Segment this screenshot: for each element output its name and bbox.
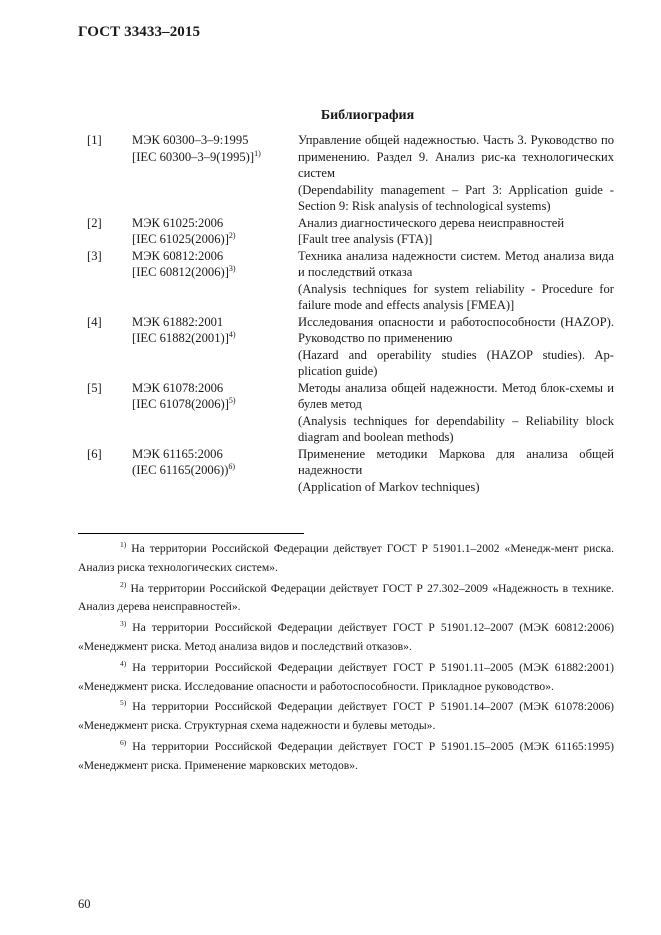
entry-title [298, 314, 618, 380]
title-english: (Dependability management – Part 3: Application guide - Section 9: Risk analysis of technological systems) [298, 182, 614, 213]
footnotes [78, 540, 614, 778]
entry-number: [1] [87, 133, 102, 147]
footnote-marker: 6) [120, 738, 127, 748]
footnote-marker: 5) [120, 698, 127, 708]
standard-code-intl: (IEC 61165(2006)) [132, 463, 229, 477]
standard-code: МЭК 61025:2006 [132, 215, 224, 230]
standard-code-intl: [IEC 60812(2006)] [132, 265, 229, 279]
footnote [78, 540, 614, 578]
title-english: (Analysis techniques for system reliability - Procedure for failure mode and effects analysis [FMEA)] [298, 281, 614, 312]
footnote-separator [78, 533, 304, 534]
entry-number: [2] [87, 215, 102, 230]
footnote-text: На территории Российской Федерации действует ГОСТ Р 27.302–2009 «Надежность в технике. Анализ дерева неисправностей». [78, 581, 614, 614]
bibliography-table [78, 132, 618, 495]
standard-code-intl: [IEC 60300–3–9(1995)] [132, 149, 255, 164]
entry-number: [4] [87, 314, 102, 329]
footnote [78, 659, 614, 697]
footnote [78, 580, 614, 618]
page-number: 60 [78, 897, 91, 911]
entry-number: [5] [87, 380, 102, 395]
footnote-marker: 2) [120, 579, 127, 589]
standard-code: МЭК 60812:2006 [132, 248, 224, 263]
entry-standard [132, 248, 298, 314]
entry-standard [132, 380, 298, 446]
standard-code-intl: [IEC 61882(2001)] [132, 331, 229, 345]
entry-title [298, 215, 618, 248]
entry-number: [6] [87, 446, 102, 461]
document-header: ГОСТ 33433–2015 [78, 24, 201, 40]
footnote-marker: 3) [120, 619, 127, 629]
title-english: [Fault tree analysis (FTA)] [298, 232, 433, 246]
footnote-text: На территории Российской Федерации действует ГОСТ Р 51901.15–2005 (МЭК 61165:1995) «Менеджмент риска. Применение марковских методов». [78, 739, 614, 772]
footnote-marker: 1) [120, 540, 127, 550]
footnote-marker: 4) [228, 329, 236, 339]
title-english: (Application of Markov techniques) [298, 479, 480, 494]
entry-number: [3] [87, 248, 102, 263]
standard-code: МЭК 61882:2001 [132, 314, 224, 329]
footnote-marker: 1) [254, 148, 261, 158]
standard-code: МЭК 61165:2006 [132, 446, 223, 461]
title-russian: Применение методики Маркова для анализа общей надежности [298, 446, 614, 477]
footnote-marker: 4) [120, 658, 127, 668]
footnote-text: На территории Российской Федерации действует ГОСТ Р 51901.1–2002 «Менедж-мент риска. Анализ риска технологических систем». [78, 542, 614, 574]
entry-title [298, 446, 618, 496]
entry-title [298, 132, 618, 215]
bibliography-entry [78, 380, 618, 446]
title-russian: Исследования опасности и работоспособности (HAZOP). Руководство по применению [298, 314, 614, 345]
title-russian: Управление общей надежностью. Часть 3. Руководство по применению. Раздел 9. Анализ рис-ка технологических систем [298, 133, 614, 180]
entry-standard [132, 446, 298, 496]
standard-code-intl: [IEC 61025(2006)] [132, 232, 229, 246]
title-english: (Analysis techniques for dependability – Reliability block diagram and boolean methods) [298, 413, 614, 444]
bibliography-entry [78, 132, 618, 215]
standard-code: МЭК 61078:2006 [132, 380, 224, 395]
bibliography-entry [78, 446, 618, 496]
footnote [78, 738, 614, 776]
standard-code-intl: [IEC 61078(2006)] [132, 397, 229, 411]
footnote-marker: 5) [228, 395, 236, 405]
entry-title [298, 248, 618, 314]
title-russian: Методы анализа общей надежности. Метод блок-схемы и булев метод [298, 380, 614, 411]
standard-code: МЭК 60300–3–9:1995 [132, 133, 249, 147]
footnote [78, 698, 614, 736]
footnote-text: На территории Российской Федерации действует ГОСТ Р 51901.11–2005 (МЭК 61882:2001) «Менеджмент риска. Исследование опасности и работоспособности. Прикладное руководство». [78, 660, 614, 693]
footnote-text: На территории Российской Федерации действует ГОСТ Р 51901.12–2007 (МЭК 60812:2006) «Менеджмент риска. Метод анализа видов и последствий отказов». [78, 621, 615, 653]
title-russian: Техника анализа надежности систем. Метод анализа вида и последствий отказа [298, 248, 614, 279]
footnote-marker: 6) [228, 461, 236, 471]
title-english: (Hazard and operability studies (HAZOP studies). Ap-plication guide) [298, 347, 614, 378]
footnote [78, 619, 614, 657]
title-russian: Анализ диагностического дерева неисправностей [298, 215, 565, 230]
footnote-marker: 2) [228, 230, 236, 240]
footnote-text: На территории Российской Федерации действует ГОСТ Р 51901.14–2007 (МЭК 61078:2006) «Менеджмент риска. Структурная схема надежности и булевы методы». [78, 700, 615, 733]
entry-standard [132, 314, 298, 380]
entry-title [298, 380, 618, 446]
bibliography-title: Библиография [320, 108, 415, 123]
bibliography-entry [78, 248, 618, 314]
bibliography-entry [78, 314, 618, 380]
entry-standard [132, 132, 298, 215]
footnote-marker: 3) [228, 263, 236, 273]
bibliography-entry [78, 215, 618, 248]
entry-standard [132, 215, 298, 248]
